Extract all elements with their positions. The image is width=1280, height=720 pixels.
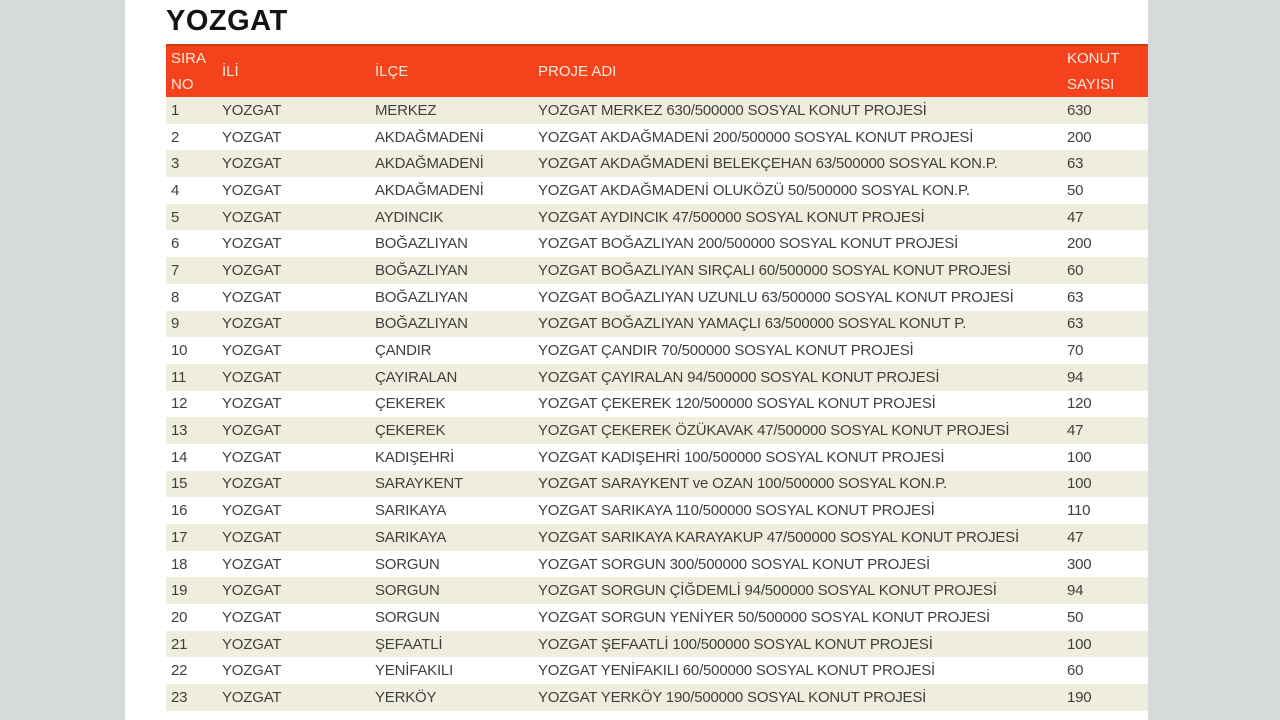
- cell-proje-adi: YOZGAT ÇEKEREK 120/500000 SOSYAL KONUT PROJESİ: [538, 395, 936, 413]
- table-body: [166, 97, 1148, 711]
- column-header-ilce: İLÇE: [375, 62, 409, 80]
- cell-ilce: BOĞAZLIYAN: [375, 261, 468, 279]
- cell-ilce: ÇANDIR: [375, 342, 432, 360]
- table-row: [166, 311, 1148, 338]
- cell-proje-adi: YOZGAT YERKÖY 190/500000 SOSYAL KONUT PROJESİ: [538, 688, 927, 706]
- table-row: [166, 97, 1148, 124]
- cell-ilce: AKDAĞMADENİ: [375, 181, 484, 199]
- table-row: [166, 604, 1148, 631]
- cell-konut-sayisi: 60: [1067, 261, 1084, 279]
- cell-sira-no: 1: [171, 101, 180, 119]
- cell-ilce: ÇAYIRALAN: [375, 368, 458, 386]
- cell-sira-no: 18: [171, 555, 188, 573]
- cell-ili: YOZGAT: [222, 502, 282, 520]
- cell-ilce: BOĞAZLIYAN: [375, 235, 468, 253]
- table-row: [166, 257, 1148, 284]
- cell-proje-adi: YOZGAT BOĞAZLIYAN YAMAÇLI 63/500000 SOSYAL KONUT P.: [538, 315, 967, 333]
- cell-ili: YOZGAT: [222, 528, 282, 546]
- cell-konut-sayisi: 63: [1067, 155, 1084, 173]
- table-row: [166, 230, 1148, 257]
- cell-sira-no: 11: [171, 368, 187, 386]
- cell-ilce: MERKEZ: [375, 101, 437, 119]
- cell-ili: YOZGAT: [222, 208, 282, 226]
- cell-proje-adi: YOZGAT BOĞAZLIYAN 200/500000 SOSYAL KONUT PROJESİ: [538, 235, 959, 253]
- cell-proje-adi: YOZGAT KADIŞEHRİ 100/500000 SOSYAL KONUT PROJESİ: [538, 448, 945, 466]
- cell-ili: YOZGAT: [222, 128, 282, 146]
- cell-ili: YOZGAT: [222, 342, 282, 360]
- cell-konut-sayisi: 94: [1067, 582, 1084, 600]
- page-title: YOZGAT: [166, 5, 288, 37]
- cell-proje-adi: YOZGAT BOĞAZLIYAN SIRÇALI 60/500000 SOSYAL KONUT PROJESİ: [538, 261, 1011, 279]
- cell-proje-adi: YOZGAT AKDAĞMADENİ 200/500000 SOSYAL KONUT PROJESİ: [538, 128, 974, 146]
- cell-ilce: BOĞAZLIYAN: [375, 288, 468, 306]
- cell-sira-no: 13: [171, 422, 188, 440]
- cell-konut-sayisi: 300: [1067, 555, 1092, 573]
- table-row: [166, 657, 1148, 684]
- cell-sira-no: 22: [171, 662, 188, 680]
- content-area: [125, 0, 1148, 720]
- cell-konut-sayisi: 50: [1067, 181, 1084, 199]
- cell-ilce: ÇEKEREK: [375, 395, 446, 413]
- cell-konut-sayisi: 63: [1067, 315, 1084, 333]
- cell-konut-sayisi: 94: [1067, 368, 1084, 386]
- cell-ilce: YENİFAKILI: [375, 662, 454, 680]
- cell-proje-adi: YOZGAT SORGUN YENİYER 50/500000 SOSYAL KONUT PROJESİ: [538, 608, 990, 626]
- cell-proje-adi: YOZGAT SORGUN ÇİĞDEMLİ 94/500000 SOSYAL KONUT PROJESİ: [538, 582, 997, 600]
- cell-ili: YOZGAT: [222, 555, 282, 573]
- cell-ilce: AKDAĞMADENİ: [375, 155, 484, 173]
- cell-sira-no: 10: [171, 342, 188, 360]
- cell-proje-adi: YOZGAT ÇANDIR 70/500000 SOSYAL KONUT PROJESİ: [538, 342, 914, 360]
- cell-ilce: AYDINCIK: [375, 208, 444, 226]
- cell-konut-sayisi: 110: [1067, 502, 1091, 520]
- column-header-proje-adi: PROJE ADI: [538, 62, 617, 80]
- table-row: [166, 684, 1148, 711]
- cell-proje-adi: YOZGAT SARIKAYA 110/500000 SOSYAL KONUT PROJESİ: [538, 502, 935, 520]
- cell-ilce: SORGUN: [375, 582, 440, 600]
- cell-sira-no: 7: [171, 261, 180, 279]
- cell-ili: YOZGAT: [222, 155, 282, 173]
- cell-ilce: YERKÖY: [375, 688, 437, 706]
- cell-ili: YOZGAT: [222, 475, 282, 493]
- table-row: [166, 284, 1148, 311]
- table-row: [166, 631, 1148, 658]
- cell-ilce: SARIKAYA: [375, 528, 447, 546]
- cell-ili: YOZGAT: [222, 448, 282, 466]
- cell-sira-no: 20: [171, 608, 188, 626]
- table-row: [166, 577, 1148, 604]
- cell-sira-no: 5: [171, 208, 180, 226]
- cell-konut-sayisi: 100: [1067, 448, 1092, 466]
- cell-sira-no: 15: [171, 475, 188, 493]
- cell-sira-no: 4: [171, 181, 180, 199]
- table-header: [166, 44, 1148, 97]
- cell-ili: YOZGAT: [222, 635, 282, 653]
- cell-sira-no: 14: [171, 448, 188, 466]
- cell-proje-adi: YOZGAT MERKEZ 630/500000 SOSYAL KONUT PROJESİ: [538, 101, 927, 119]
- cell-konut-sayisi: 70: [1067, 342, 1084, 360]
- cell-ili: YOZGAT: [222, 608, 282, 626]
- cell-ilce: SORGUN: [375, 608, 440, 626]
- table-row: [166, 417, 1148, 444]
- column-header-sira-no: SIRA NO: [171, 49, 206, 93]
- projects-table: [166, 44, 1148, 711]
- cell-proje-adi: YOZGAT ŞEFAATLİ 100/500000 SOSYAL KONUT PROJESİ: [538, 635, 933, 653]
- table-row: [166, 444, 1148, 471]
- cell-ilce: ÇEKEREK: [375, 422, 446, 440]
- table-row: [166, 150, 1148, 177]
- cell-sira-no: 12: [171, 395, 188, 413]
- cell-konut-sayisi: 63: [1067, 288, 1084, 306]
- table-row: [166, 524, 1148, 551]
- cell-ilce: SARAYKENT: [375, 475, 463, 493]
- cell-ilce: ŞEFAATLİ: [375, 635, 443, 653]
- cell-ili: YOZGAT: [222, 261, 282, 279]
- cell-sira-no: 3: [171, 155, 180, 173]
- cell-ili: YOZGAT: [222, 288, 282, 306]
- table-row: [166, 471, 1148, 498]
- cell-konut-sayisi: 190: [1067, 688, 1092, 706]
- cell-sira-no: 21: [171, 635, 188, 653]
- table-row: [166, 391, 1148, 418]
- cell-konut-sayisi: 100: [1067, 475, 1092, 493]
- cell-sira-no: 8: [171, 288, 180, 306]
- cell-sira-no: 2: [171, 128, 180, 146]
- cell-ili: YOZGAT: [222, 395, 282, 413]
- cell-ili: YOZGAT: [222, 422, 282, 440]
- cell-sira-no: 17: [171, 528, 188, 546]
- cell-ili: YOZGAT: [222, 368, 282, 386]
- column-header-ili: İLİ: [222, 62, 239, 80]
- cell-konut-sayisi: 50: [1067, 608, 1084, 626]
- cell-konut-sayisi: 47: [1067, 422, 1084, 440]
- table-row: [166, 204, 1148, 231]
- cell-proje-adi: YOZGAT YENİFAKILI 60/500000 SOSYAL KONUT PROJESİ: [538, 662, 935, 680]
- cell-ili: YOZGAT: [222, 235, 282, 253]
- table-row: [166, 551, 1148, 578]
- cell-ilce: KADIŞEHRİ: [375, 448, 455, 466]
- cell-ili: YOZGAT: [222, 582, 282, 600]
- cell-sira-no: 16: [171, 502, 188, 520]
- cell-ilce: AKDAĞMADENİ: [375, 128, 484, 146]
- cell-ilce: SARIKAYA: [375, 502, 447, 520]
- cell-konut-sayisi: 630: [1067, 101, 1092, 119]
- column-header-konut-sayisi: KONUT SAYISI: [1067, 49, 1120, 93]
- cell-konut-sayisi: 47: [1067, 208, 1084, 226]
- table-row: [166, 364, 1148, 391]
- cell-proje-adi: YOZGAT BOĞAZLIYAN UZUNLU 63/500000 SOSYAL KONUT PROJESİ: [538, 288, 1014, 306]
- cell-konut-sayisi: 200: [1067, 235, 1092, 253]
- cell-proje-adi: YOZGAT SARIKAYA KARAYAKUP 47/500000 SOSYAL KONUT PROJESİ: [538, 528, 1019, 546]
- cell-proje-adi: YOZGAT AYDINCIK 47/500000 SOSYAL KONUT PROJESİ: [538, 208, 925, 226]
- table-row: [166, 337, 1148, 364]
- cell-proje-adi: YOZGAT SARAYKENT ve OZAN 100/500000 SOSYAL KON.P.: [538, 475, 947, 493]
- cell-konut-sayisi: 47: [1067, 528, 1084, 546]
- cell-konut-sayisi: 200: [1067, 128, 1092, 146]
- cell-ili: YOZGAT: [222, 688, 282, 706]
- cell-sira-no: 6: [171, 235, 180, 253]
- cell-proje-adi: YOZGAT ÇEKEREK ÖZÜKAVAK 47/500000 SOSYAL KONUT PROJESİ: [538, 422, 1010, 440]
- cell-proje-adi: YOZGAT AKDAĞMADENİ BELEKÇEHAN 63/500000 SOSYAL KON.P.: [538, 155, 998, 173]
- cell-ili: YOZGAT: [222, 181, 282, 199]
- cell-ilce: SORGUN: [375, 555, 440, 573]
- cell-sira-no: 23: [171, 688, 188, 706]
- cell-proje-adi: YOZGAT SORGUN 300/500000 SOSYAL KONUT PROJESİ: [538, 555, 930, 573]
- cell-konut-sayisi: 60: [1067, 662, 1084, 680]
- cell-sira-no: 19: [171, 582, 188, 600]
- cell-konut-sayisi: 100: [1067, 635, 1092, 653]
- cell-ili: YOZGAT: [222, 662, 282, 680]
- table-row: [166, 124, 1148, 151]
- cell-ilce: BOĞAZLIYAN: [375, 315, 468, 333]
- cell-proje-adi: YOZGAT AKDAĞMADENİ OLUKÖZÜ 50/500000 SOSYAL KON.P.: [538, 181, 970, 199]
- cell-proje-adi: YOZGAT ÇAYIRALAN 94/500000 SOSYAL KONUT PROJESİ: [538, 368, 940, 386]
- cell-konut-sayisi: 120: [1067, 395, 1092, 413]
- table-row: [166, 177, 1148, 204]
- cell-sira-no: 9: [171, 315, 180, 333]
- cell-ili: YOZGAT: [222, 101, 282, 119]
- table-row: [166, 497, 1148, 524]
- cell-ili: YOZGAT: [222, 315, 282, 333]
